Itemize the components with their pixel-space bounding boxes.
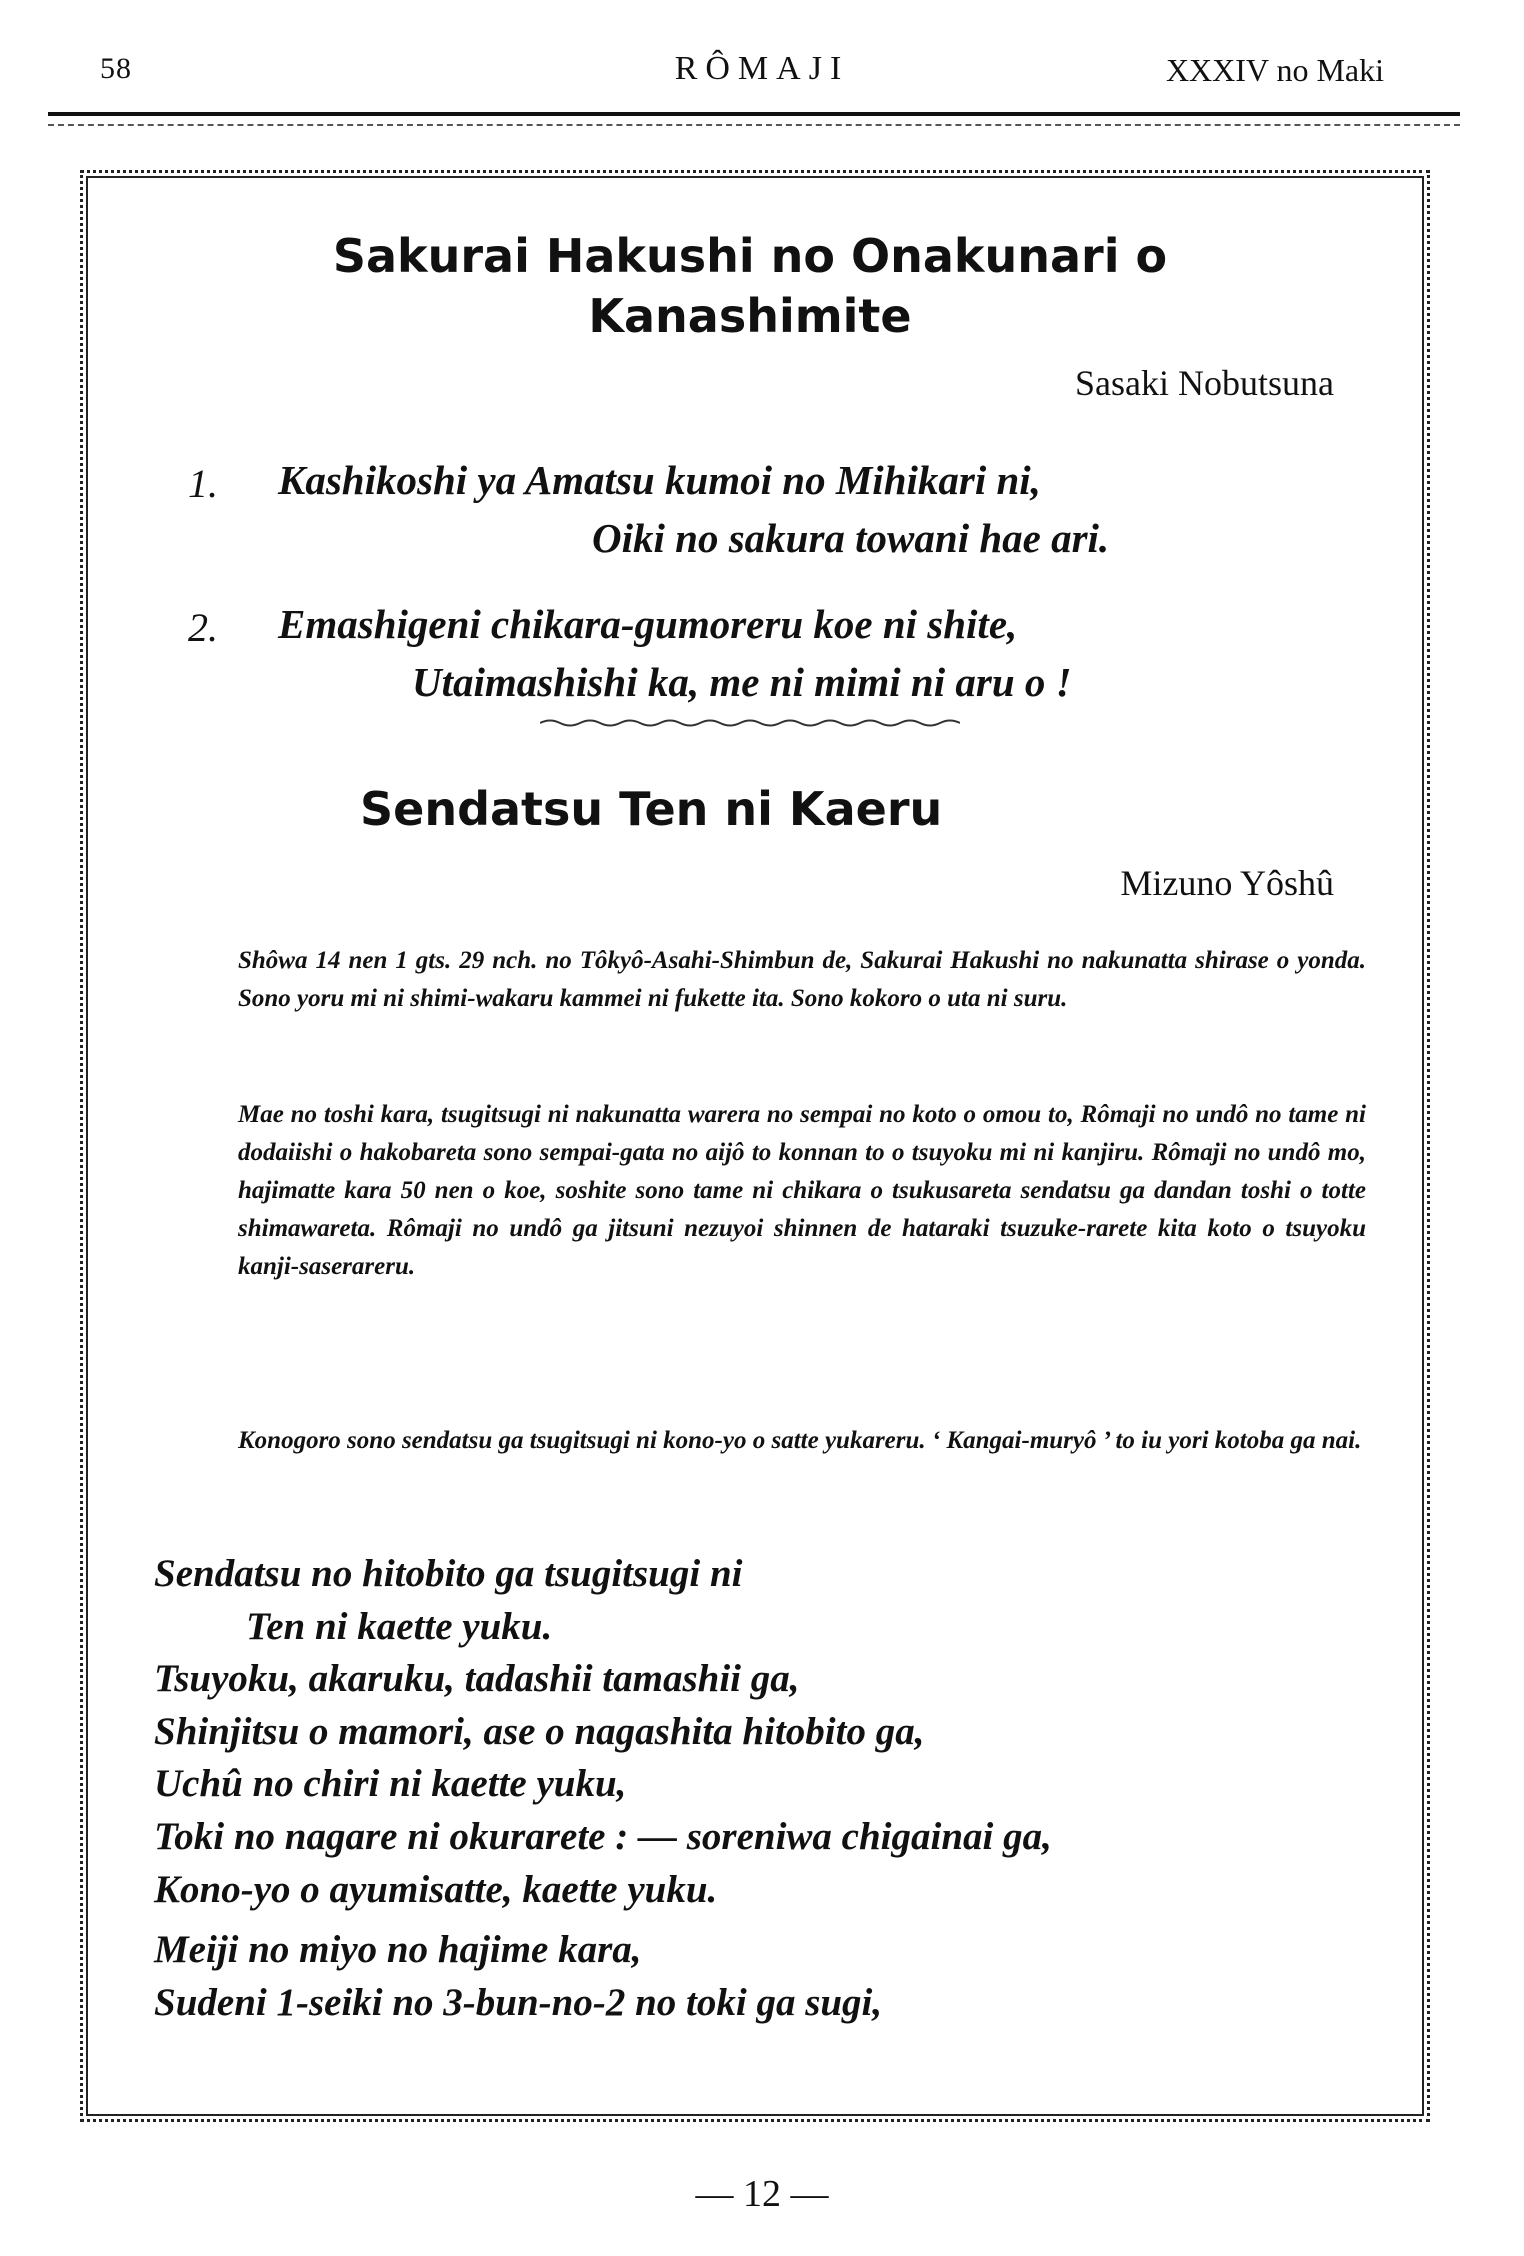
issue-label: XXXIV no Maki xyxy=(1165,52,1384,88)
verse-number: 2. xyxy=(188,605,218,650)
verse-line: Emashigeni chikara-gumoreru koe ni shite, xyxy=(278,601,1018,647)
page-number: — 12 — xyxy=(695,2173,829,2215)
stanza xyxy=(154,1924,882,2029)
stanza xyxy=(154,1548,1052,1916)
poem-line: Tsuyoku, akaruku, tadashii tamashii ga, xyxy=(154,1657,800,1701)
header-rule-thin xyxy=(48,124,1460,126)
prose-paragraph: Shôwa 14 nen 1 gts. 29 nch. no Tôkyô-Asahi-Shimbun de, Sakurai Hakushi no nakunatta shirase o yonda. Sono yoru mi ni shimi-wakaru kammei ni fukette ita. Sono kokoro o uta ni suru. xyxy=(238,947,1366,1012)
poem-title: Sakurai Hakushi no Onakunari o Kanashimite xyxy=(332,229,1168,343)
verse-number: 1. xyxy=(188,461,218,506)
running-header xyxy=(0,50,1524,100)
journal-title: RÔMAJI xyxy=(674,50,850,87)
poem-line: Meiji no miyo no hajime kara, xyxy=(154,1928,642,1971)
prose-paragraph: Mae no toshi kara, tsugitsugi ni nakunatta warera no sempai no koto o omou to, Rômaji no undô no tame ni dodaiishi o hakobareta sono sempai-gata no aijô to konnan to o tsuyoku mi ni kanjiru. Rômaji no undô mo, hajimatte kara 50 nen o koe, soshite sono tame ni chikara o tsukusareta sendatsu ga dandan toshi o totte shimawareta. Rômaji no undô ga jitsuni nezuyoi shinnen de hataraki tsuzuke-rarete kita koto o tsuyoku kanji-saserareru. xyxy=(238,1101,1366,1280)
verse-line: Kashikoshi ya Amatsu kumoi no Mihikari ni, xyxy=(278,457,1041,503)
poem-author: Mizuno Yôshû xyxy=(1120,863,1334,903)
prose-paragraph: Konogoro sono sendatsu ga tsugitsugi ni kono-yo o satte yukareru. ‘ Kangai-muryô ’ to iu yori kotoba ga nai. xyxy=(238,1427,1362,1454)
poem-line: Kono-yo o ayumisatte, kaette yuku. xyxy=(154,1867,718,1911)
poem-line: Sendatsu no hitobito ga tsugitsugi ni xyxy=(154,1552,743,1595)
poem-line: Uchû no chiri ni kaette yuku, xyxy=(154,1762,627,1806)
ornament-divider xyxy=(540,716,960,730)
poem-author: Sasaki Nobutsuna xyxy=(1075,363,1334,403)
poem-line: Sudeni 1-seiki no 3-bun-no-2 no toki ga sugi, xyxy=(154,1980,883,2024)
poem-line: Shinjitsu o mamori, ase o nagashita hitobito ga, xyxy=(154,1709,925,1753)
verse-line: Utaimashishi ka, me ni mimi ni aru o ! xyxy=(412,659,1072,705)
verse-line: Oiki no sakura towani hae ari. xyxy=(592,515,1110,561)
page-number-left: 58 xyxy=(100,52,132,85)
header-rule xyxy=(48,112,1460,116)
poem-line: Ten ni kaette yuku. xyxy=(246,1604,553,1648)
poem-line: Toki no nagare ni okurarete : — soreniwa chigainai ga, xyxy=(154,1814,1052,1858)
poem-title: Sendatsu Ten ni Kaeru xyxy=(360,782,943,836)
